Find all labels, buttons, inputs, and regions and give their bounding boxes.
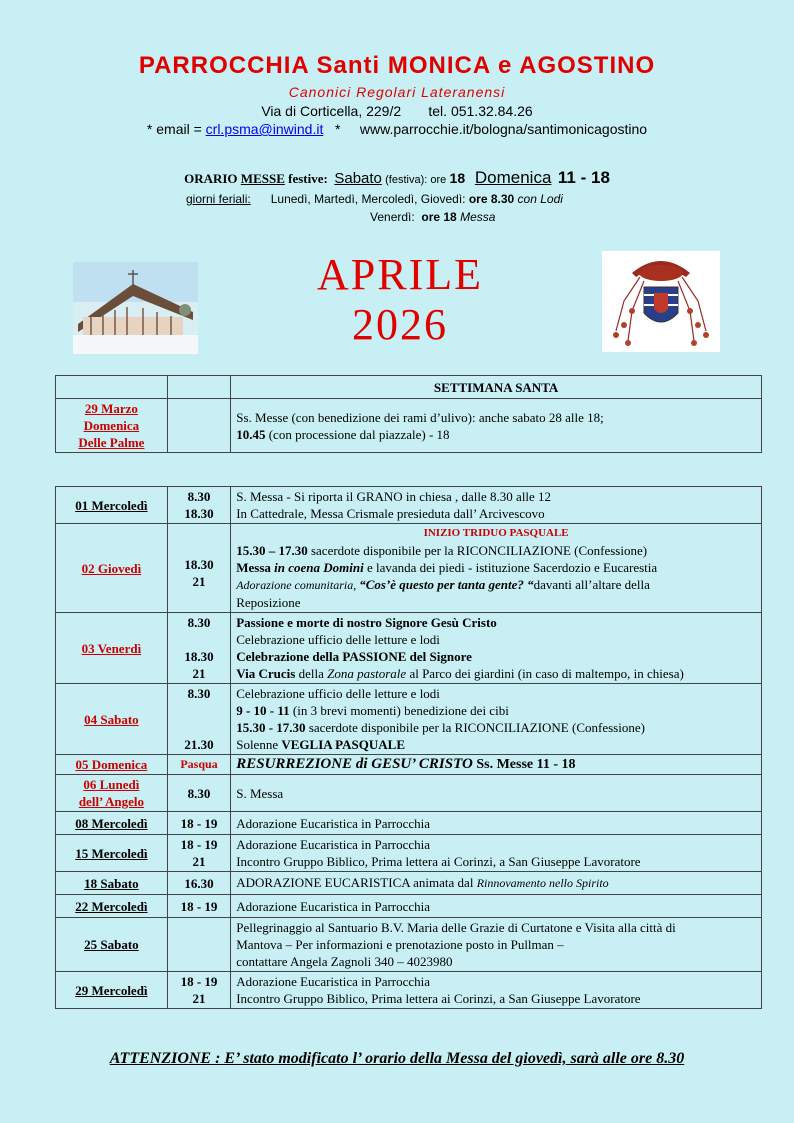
weekday-schedule [186, 192, 563, 206]
feriali-note: con Lodi [517, 192, 563, 206]
email-prefix: * email = [146, 121, 202, 137]
venerdi-time: ore 18 [421, 210, 457, 224]
event-date: 02 Giovedì [56, 524, 168, 613]
events-table [55, 486, 762, 1009]
table-row [56, 376, 762, 399]
event-date: 08 Mercoledì [56, 812, 168, 835]
sabato-label: Sabato [334, 170, 382, 187]
table-row: 29 Mercoledì 18 - 19 21 Adorazione Eucaristica in Parrocchia Incontro Gruppo Biblico, Prima lettera ai Corinzi, a San Giuseppe Lavoratore [56, 972, 762, 1009]
triduo-start: INIZIO TRIDUO PASQUALE [423, 527, 569, 539]
web-prefix: * [335, 121, 341, 137]
parish-title: PARROCCHIA Santi MONICA e AGOSTINO [138, 52, 656, 79]
friday-schedule [370, 210, 495, 224]
address: Via di Corticella, 229/2 [261, 103, 402, 119]
address-line [0, 103, 794, 119]
feriali-label: giorni feriali: [186, 192, 251, 206]
event-date: 25 Sabato [56, 918, 168, 972]
table-row: 25 Sabato Pellegrinaggio al Santuario B.V. Maria delle Grazie di Curtatone e Visita alla città di Mantova – Per informazioni e prenotazione posto in Pullman – contattare Angela Zagnoli 340 – 4023980 [56, 918, 762, 972]
table-row: 04 Sabato 8.30 21.30 Celebrazione ufficio delle letture e lodi 9 - 10 - 11 (in 3 brevi momenti) benedizione dei cibi 15.30 - 17.30 sacerdote disponibile per la RICONCILIAZIONE (Confessione) Solenne VEGLIA PASQUALE [56, 684, 762, 755]
event-date: 18 Sabato [56, 872, 168, 895]
table-row: 05 Domenica Pasqua RESURREZIONE di GESU’ CRISTO Ss. Messe 11 - 18 [56, 755, 762, 775]
event-date: 22 Mercoledì [56, 895, 168, 918]
orario-label: ORARIO [184, 171, 238, 186]
palm-sunday-date: 29 Marzo Domenica Delle Palme [56, 399, 168, 453]
event-date: 05 Domenica [56, 755, 168, 775]
month-name: APRILE [317, 250, 483, 299]
festiva-label: (festiva): ore [385, 174, 447, 186]
table-row: 06 Lunedì dell’ Angelo 8.30 S. Messa [56, 775, 762, 812]
table-row: 18 Sabato 16.30 ADORAZIONE EUCARISTICA animata dal Rinnovamento nello Spirito [56, 872, 762, 895]
table-row: 08 Mercoledì 18 - 19 Adorazione Eucaristica in Parrocchia [56, 812, 762, 835]
coat-of-arms-image [602, 251, 720, 352]
event-date: 06 Lunedì dell’ Angelo [56, 775, 168, 812]
event-date: 04 Sabato [56, 684, 168, 755]
event-date: 29 Mercoledì [56, 972, 168, 1009]
domenica-label: Domenica [474, 168, 552, 187]
messe-label: MESSE [240, 171, 285, 186]
feriali-time: ore 8.30 [468, 192, 515, 206]
event-date: 01 Mercoledì [56, 487, 168, 524]
table-row: 01 Mercoledì 8.30 18.30 S. Messa - Si riporta il GRANO in chiesa , dalle 8.30 alle 12 In Cattedrale, Messa Crismale presieduta dall’ Arcivescovo [56, 487, 762, 524]
phone: tel. 051.32.84.26 [428, 103, 533, 119]
table-row: 02 Giovedì 18.30 21 INIZIO TRIDUO PASQUALE 15.30 – 17.30 sacerdote disponibile per la RICONCILIAZIONE (Confessione) Messa in coena Domini e lavanda dei piedi - istituzione Sacerdozio e Eucarestia Adorazione comunitaria, “Cos’è questo per tanta gente? “davanti all’altare della Reposizione [56, 524, 762, 613]
contact-line [0, 121, 794, 137]
table-row [56, 399, 762, 453]
table-row: 22 Mercoledì 18 - 19 Adorazione Eucaristica in Parrocchia [56, 895, 762, 918]
parish-subtitle: Canonici Regolari Lateranensi [288, 84, 506, 100]
event-date: 03 Venerdì [56, 613, 168, 684]
church-image [73, 262, 198, 354]
holy-week-heading: SETTIMANA SANTA [231, 376, 762, 399]
attention-note: ATTENZIONE : E’ stato modificato l’ orario della Messa del giovedì, sarà alle ore 8.30 [109, 1050, 685, 1067]
table-row: 03 Venerdì 8.30 18.30 21 Passione e morte di nostro Signore Gesù Cristo Celebrazione ufficio delle letture e lodi Celebrazione della PASSIONE del Signore Via Crucis della Zona pastorale al Parco dei giardini (in caso di maltempo, in chiesa) [56, 613, 762, 684]
domenica-time: 11 - 18 [557, 168, 610, 187]
holy-week-table [55, 375, 762, 453]
website: www.parrocchie.it/bologna/santimonicagostino [359, 121, 648, 137]
email-link[interactable]: crl.psma@inwind.it [205, 121, 324, 137]
feriali-days: Lunedì, Martedì, Mercoledì, Giovedì: [270, 192, 466, 206]
month-title [250, 250, 550, 350]
event-date: 15 Mercoledì [56, 835, 168, 872]
festive-label: festive [288, 171, 324, 186]
sabato-time: 18 [449, 170, 466, 186]
mass-schedule: ORARIO MESSE festive: Sabato (festiva): ore 18 Domenica 11 - 18 [184, 168, 610, 187]
palm-sunday-desc: Ss. Messe (con benedizione dei rami d’ulivo): anche sabato 28 alle 18; 10.45 (con processione dal piazzale) - 18 [231, 399, 762, 453]
table-row: 15 Mercoledì 18 - 19 21 Adorazione Eucaristica in Parrocchia Incontro Gruppo Biblico, Prima lettera ai Corinzi, a San Giuseppe Lavoratore [56, 835, 762, 872]
venerdi-label: Venerdì: [370, 210, 415, 224]
month-year: 2026 [352, 300, 448, 349]
venerdi-note: Messa [460, 210, 496, 224]
